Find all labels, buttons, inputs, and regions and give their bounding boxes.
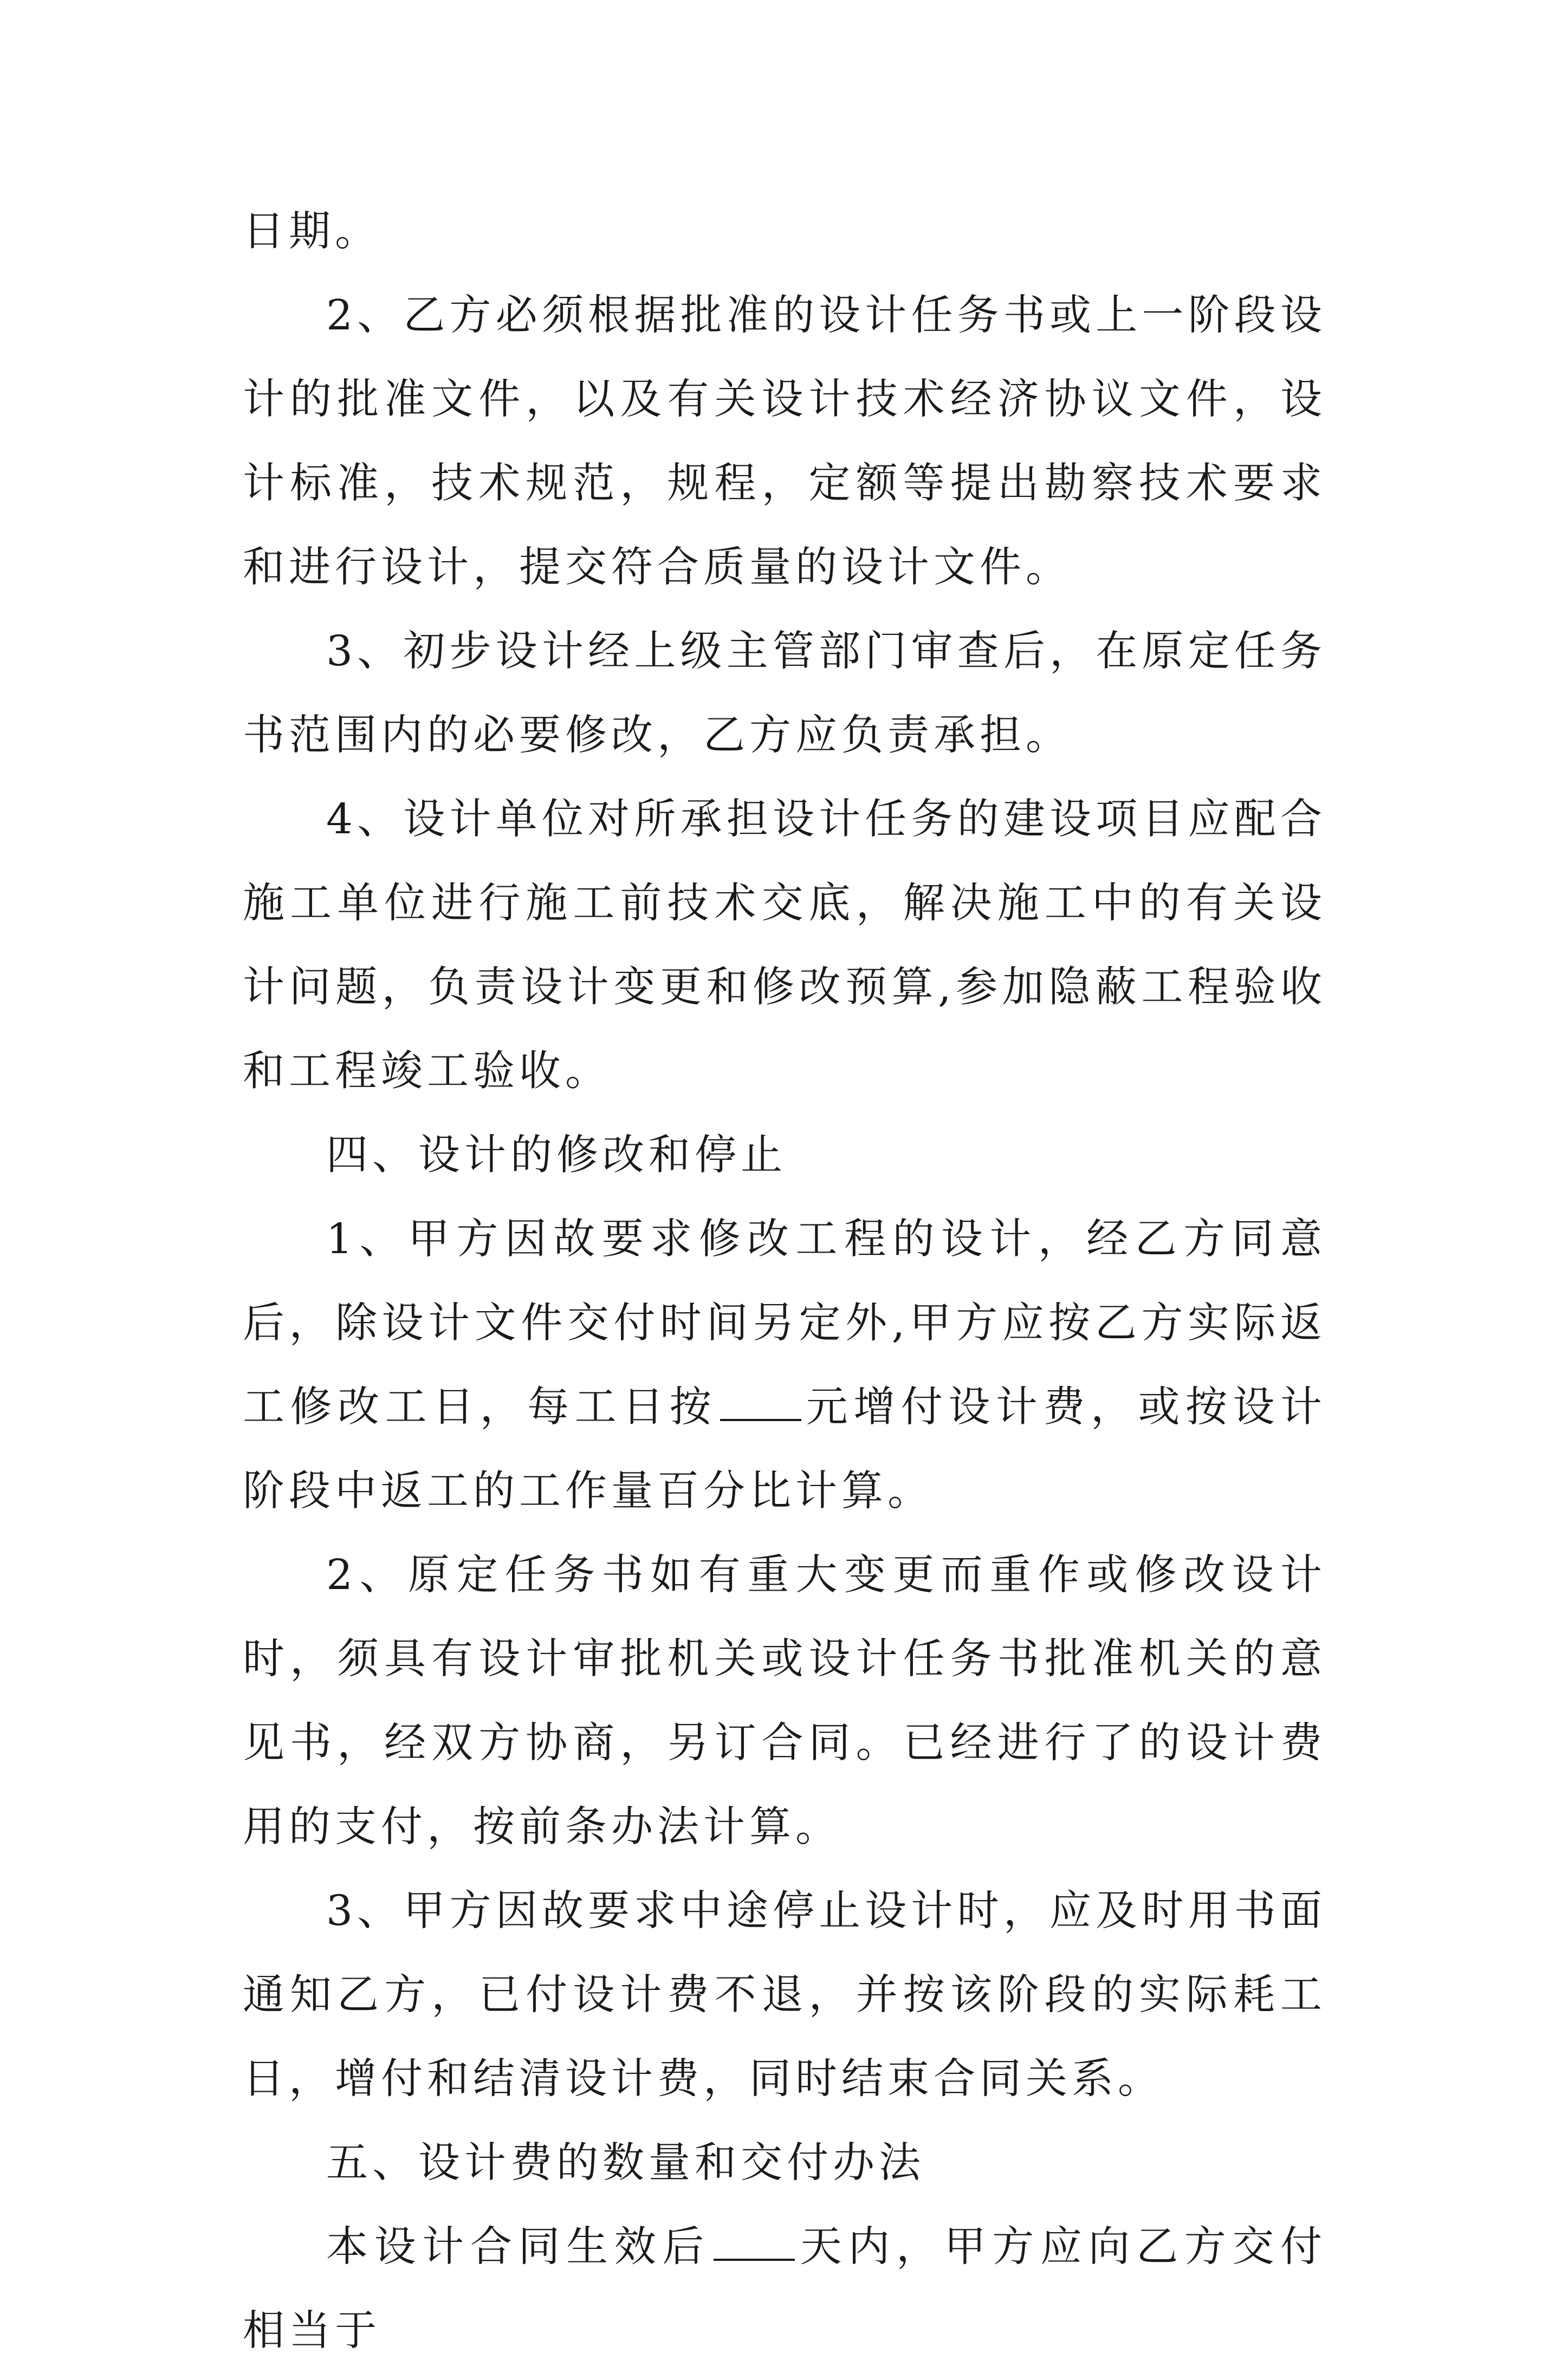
paragraph-text-after-blank: 元增付设计费，或按设计阶段中返工的工作量百分比计算。 xyxy=(243,1383,1327,1515)
section-heading-fee-and-payment: 五、设计费的数量和交付办法 xyxy=(326,2139,925,2187)
fill-in-blank-days[interactable] xyxy=(714,2221,795,2261)
section-heading-modification-and-stop: 四、设计的修改和停止 xyxy=(326,1131,787,1179)
paragraph-date-end: 日期。 xyxy=(243,208,381,256)
paragraph-text-before-blank: 本设计合同生效后 xyxy=(326,2223,711,2271)
paragraph-text-before-blank: 1、甲方因故要求修改工程的设计，经乙方同意后，除设计文件交付时间另定外,甲方应按乙方实际返工修改工日，每工日按 xyxy=(243,1215,1326,1431)
paragraph-modification-clause-2: 2、原定任务书如有重大变更而重作或修改设计时，须具有设计审批机关或设计任务书批准机关的意见书，经双方协商，另订合同。已经进行了的设计费用的支付，按前条办法计算。 xyxy=(243,1551,1326,1851)
paragraph-clause-3-preliminary-design: 3、初步设计经上级主管部门审查后，在原定任务书范围内的必要修改，乙方应负责承担。 xyxy=(243,627,1326,760)
paragraph-fee-payment xyxy=(243,2205,1326,2373)
paragraph-clause-2-design-basis: 2、乙方必须根据批准的设计任务书或上一阶段设计的批准文件，以及有关设计技术经济协议文件，设计标准，技术规范，规程，定额等提出勘察技术要求和进行设计，提交符合质量的设计文件。 xyxy=(243,291,1326,592)
fill-in-blank-amount[interactable] xyxy=(720,1381,801,1421)
paragraph-modification-clause-1 xyxy=(243,1197,1326,1533)
paragraph-text-after-blank: 天内，甲方应向乙方交付相当于 xyxy=(243,2223,1327,2355)
paragraph-clause-4-construction-support: 4、设计单位对所承担设计任务的建设项目应配合施工单位进行施工前技术交底，解决施工中的有关设计问题，负责设计变更和修改预算,参加隐蔽工程验收和工程竣工验收。 xyxy=(243,795,1326,1095)
document-body xyxy=(243,190,1326,2373)
paragraph-modification-clause-3: 3、甲方因故要求中途停止设计时，应及时用书面通知乙方，已付设计费不退，并按该阶段的实际耗工日，增付和结清设计费，同时结束合同关系。 xyxy=(243,1887,1326,2103)
